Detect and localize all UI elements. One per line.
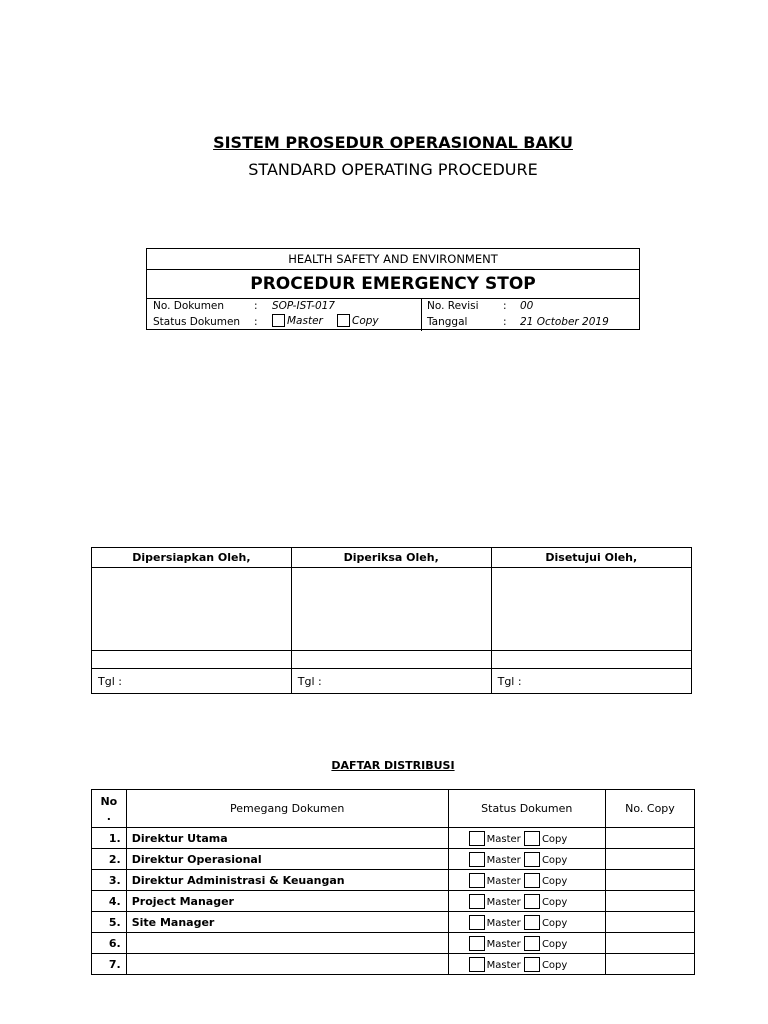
distribution-title: DAFTAR DISTRIBUSI bbox=[331, 759, 455, 772]
copy-label: Copy bbox=[541, 854, 568, 866]
approved-date-cell[interactable]: Tgl : bbox=[491, 669, 691, 694]
row-status bbox=[448, 849, 605, 870]
row-holder[interactable]: Project Manager bbox=[126, 891, 448, 912]
row-copy-number[interactable] bbox=[605, 891, 694, 912]
row-status bbox=[448, 933, 605, 954]
document-subtitle: STANDARD OPERATING PROCEDURE bbox=[248, 160, 538, 179]
distribution-header-row bbox=[92, 790, 695, 828]
document-title: SISTEM PROSEDUR OPERASIONAL BAKU bbox=[213, 133, 573, 152]
master-checkbox[interactable] bbox=[272, 314, 285, 327]
tanggal-label: Tanggal bbox=[427, 316, 468, 328]
row-status bbox=[448, 891, 605, 912]
copy-label: Copy bbox=[541, 938, 568, 950]
master-label: Master bbox=[486, 875, 521, 887]
colon: : bbox=[254, 316, 258, 328]
master-label: Master bbox=[486, 854, 521, 866]
row-status bbox=[448, 954, 605, 975]
table-row bbox=[92, 870, 695, 891]
copy-checkbox[interactable] bbox=[524, 936, 540, 951]
row-copy-number[interactable] bbox=[605, 912, 694, 933]
table-row bbox=[92, 912, 695, 933]
row-holder[interactable]: Direktur Administrasi & Keuangan bbox=[126, 870, 448, 891]
row-status bbox=[448, 828, 605, 849]
checked-signature-cell[interactable] bbox=[291, 568, 491, 651]
copy-checkbox[interactable] bbox=[524, 915, 540, 930]
master-label: Master bbox=[486, 959, 521, 971]
copy-checkbox[interactable] bbox=[524, 957, 540, 972]
distribution-table bbox=[91, 789, 695, 975]
no-dokumen-label: No. Dokumen bbox=[153, 300, 225, 312]
table-row bbox=[92, 891, 695, 912]
checked-name-cell[interactable] bbox=[291, 651, 491, 669]
distribution-body bbox=[92, 828, 695, 975]
master-checkbox[interactable] bbox=[469, 957, 485, 972]
approval-table bbox=[91, 547, 692, 694]
table-row bbox=[92, 933, 695, 954]
no-revisi-label: No. Revisi bbox=[427, 300, 479, 312]
row-holder[interactable]: Site Manager bbox=[126, 912, 448, 933]
prepared-signature-cell[interactable] bbox=[92, 568, 292, 651]
row-copy-number[interactable] bbox=[605, 954, 694, 975]
prepared-name-cell[interactable] bbox=[92, 651, 292, 669]
master-label: Master bbox=[486, 896, 521, 908]
colon: : bbox=[503, 300, 507, 312]
table-row bbox=[92, 828, 695, 849]
colon: : bbox=[503, 316, 507, 328]
row-number: 5. bbox=[92, 912, 127, 933]
no-header-line2: . bbox=[106, 809, 111, 823]
row-copy-number[interactable] bbox=[605, 933, 694, 954]
row-number: 3. bbox=[92, 870, 127, 891]
colon: : bbox=[254, 300, 258, 312]
master-label: Master bbox=[287, 315, 323, 327]
copy-label: Copy bbox=[352, 315, 379, 327]
meta-divider bbox=[421, 299, 422, 331]
master-checkbox[interactable] bbox=[469, 873, 485, 888]
copy-checkbox[interactable] bbox=[337, 314, 350, 327]
holder-column-header: Pemegang Dokumen bbox=[126, 790, 448, 828]
row-number: 6. bbox=[92, 933, 127, 954]
status-column-header: Status Dokumen bbox=[448, 790, 605, 828]
row-holder[interactable]: Direktur Operasional bbox=[126, 849, 448, 870]
master-label: Master bbox=[486, 938, 521, 950]
copy-label: Copy bbox=[541, 917, 568, 929]
approved-signature-cell[interactable] bbox=[491, 568, 691, 651]
row-number: 2. bbox=[92, 849, 127, 870]
row-copy-number[interactable] bbox=[605, 828, 694, 849]
master-checkbox[interactable] bbox=[469, 852, 485, 867]
document-meta bbox=[147, 299, 639, 331]
approval-header-row bbox=[92, 548, 692, 568]
department-label: HEALTH SAFETY AND ENVIRONMENT bbox=[147, 249, 639, 270]
status-copy-option bbox=[337, 314, 379, 327]
procedure-title: PROCEDUR EMERGENCY STOP bbox=[147, 270, 639, 299]
checked-by-header: Diperiksa Oleh, bbox=[291, 548, 491, 568]
no-revisi-value: 00 bbox=[520, 300, 534, 312]
name-row bbox=[92, 651, 692, 669]
checked-date-cell[interactable]: Tgl : bbox=[291, 669, 491, 694]
copy-label: Copy bbox=[541, 896, 568, 908]
signature-row bbox=[92, 568, 692, 651]
no-dokumen-value: SOP-IST-017 bbox=[272, 300, 335, 312]
master-label: Master bbox=[486, 833, 521, 845]
no-header-line1: No bbox=[100, 794, 118, 808]
row-status bbox=[448, 870, 605, 891]
copy-label: Copy bbox=[541, 875, 568, 887]
master-label: Master bbox=[486, 917, 521, 929]
master-checkbox[interactable] bbox=[469, 936, 485, 951]
copy-checkbox[interactable] bbox=[524, 852, 540, 867]
document-header-box bbox=[146, 248, 640, 330]
table-row bbox=[92, 954, 695, 975]
status-dokumen-label: Status Dokumen bbox=[153, 316, 241, 328]
table-row bbox=[92, 849, 695, 870]
no-column-header bbox=[92, 790, 127, 828]
row-status bbox=[448, 912, 605, 933]
prepared-by-header: Dipersiapkan Oleh, bbox=[92, 548, 292, 568]
master-checkbox[interactable] bbox=[469, 831, 485, 846]
copy-label: Copy bbox=[541, 959, 568, 971]
copy-checkbox[interactable] bbox=[524, 873, 540, 888]
row-holder[interactable]: Direktur Utama bbox=[126, 828, 448, 849]
row-number: 1. bbox=[92, 828, 127, 849]
row-number: 4. bbox=[92, 891, 127, 912]
row-holder[interactable] bbox=[126, 954, 448, 975]
master-checkbox[interactable] bbox=[469, 894, 485, 909]
status-master-option bbox=[272, 314, 323, 327]
approved-by-header: Disetujui Oleh, bbox=[491, 548, 691, 568]
copy-checkbox[interactable] bbox=[524, 894, 540, 909]
master-checkbox[interactable] bbox=[469, 915, 485, 930]
copy-checkbox[interactable] bbox=[524, 831, 540, 846]
copy-column-header: No. Copy bbox=[605, 790, 694, 828]
prepared-date-cell[interactable]: Tgl : bbox=[92, 669, 292, 694]
copy-label: Copy bbox=[541, 833, 568, 845]
row-copy-number[interactable] bbox=[605, 870, 694, 891]
approved-name-cell[interactable] bbox=[491, 651, 691, 669]
tanggal-value: 21 October 2019 bbox=[520, 316, 609, 328]
row-holder[interactable] bbox=[126, 933, 448, 954]
row-copy-number[interactable] bbox=[605, 849, 694, 870]
row-number: 7. bbox=[92, 954, 127, 975]
date-row bbox=[92, 669, 692, 694]
